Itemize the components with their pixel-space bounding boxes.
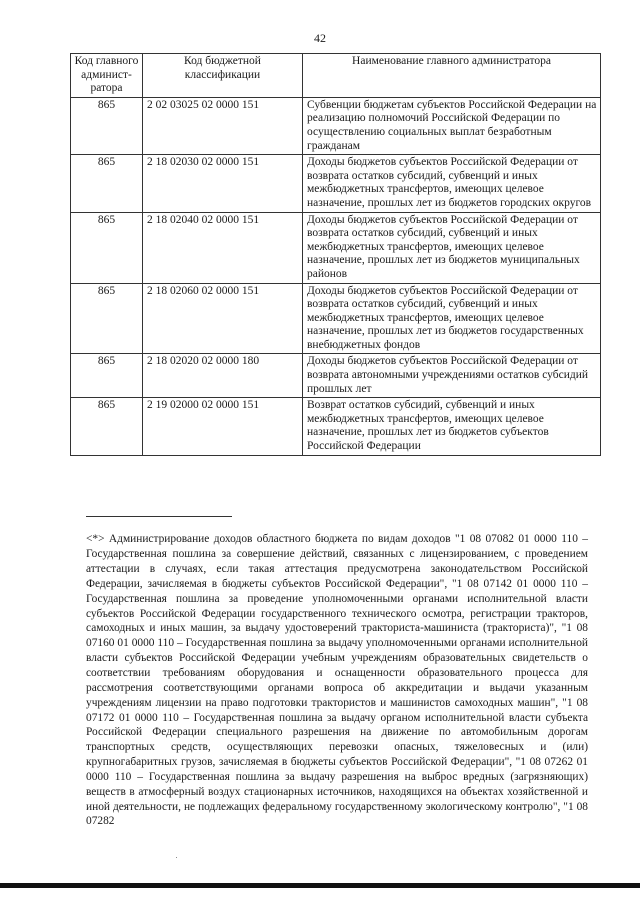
table-row <box>71 97 601 154</box>
page-bottom-bar <box>0 883 640 888</box>
budget-codes-table <box>70 53 601 456</box>
header-admin-name: Наименование главного администратора <box>303 54 601 98</box>
header-admin-code: Код главного админист-ратора <box>71 54 143 98</box>
admin-code-cell: 865 <box>71 97 143 154</box>
admin-code-cell: 865 <box>71 354 143 398</box>
admin-name-cell: Доходы бюджетов субъектов Российской Федерации от возврата остатков субсидий, субвенций и иных межбюджетных трансфертов, имеющих целевое назначение, прошлых лет из бюджетов муниципальных районов <box>303 212 601 283</box>
header-budget-code: Код бюджетной классификации <box>143 54 303 98</box>
scan-speck <box>176 857 177 858</box>
admin-name-cell: Возврат остатков субсидий, субвенций и иных межбюджетных трансфертов, имеющих целевое назначение, прошлых лет из бюджетов субъектов Российской Федерации <box>303 398 601 455</box>
admin-name-cell: Доходы бюджетов субъектов Российской Федерации от возврата автономными учреждениями остатков субсидий прошлых лет <box>303 354 601 398</box>
page-number: 42 <box>314 31 326 45</box>
table-row <box>71 398 601 455</box>
admin-name-cell: Доходы бюджетов субъектов Российской Федерации от возврата остатков субсидий, субвенций и иных межбюджетных трансфертов, имеющих целевое назначение, прошлых лет из бюджетов городских округов <box>303 155 601 212</box>
budget-code-cell: 2 18 02060 02 0000 151 <box>143 283 303 354</box>
table-header-row <box>71 54 601 98</box>
table-row <box>71 283 601 354</box>
table-row <box>71 155 601 212</box>
admin-name-cell: Субвенции бюджетам субъектов Российской Федерации на реализацию полномочий Российской Федерации по осуществлению социальных выплат безработным гражданам <box>303 97 601 154</box>
admin-code-cell: 865 <box>71 283 143 354</box>
admin-code-cell: 865 <box>71 398 143 455</box>
budget-code-cell: 2 02 03025 02 0000 151 <box>143 97 303 154</box>
footnote-text: <*> Администрирование доходов областного бюджета по видам доходов "1 08 07082 01 0000 110 – Государственная пошлина за совершение действий, связанных с лицензированием, с проведением аттестации в случаях, если такая аттестация предусмотрена законодательством Российской Федерации, зачисляемая в бюджеты субъектов Российской Федерации", "1 08 07142 01 0000 110 – Государственная пошлина за проведение уполномоченными органами исполнительной власти субъектов Российской Федерации государственного технического осмотра, регистрации тракторов, самоходных и иных машин, за выдачу удостоверений тракториста-машиниста (тракториста)", "1 08 07160 01 0000 110 – Государственная пошлина за выдачу уполномоченными органами исполнительной власти субъектов Российской Федерации учебным учреждениям образовательных свидетельств о соответствии требованиям оборудования и оснащенности образовательного процесса для рассмотрения соответствующими органами вопроса об аккредитации и выдачи указанным учреждениям лицензии на право подготовки трактористов и машинистов самоходных машин", "1 08 07172 01 0000 110 – Государственная пошлина за выдачу органом исполнительной власти субъекта Российской Федерации специального разрешения на движение по автомобильным дорогам транспортных средств, осуществляющих перевозки опасных, тяжеловесных и (или) крупногабаритных грузов, зачисляемая в бюджеты субъектов Российской Федерации", "1 08 07262 01 0000 110 – Государственная пошлина за выдачу разрешения на выброс вредных (загрязняющих) веществ в атмосферный воздух стационарных источников, находящихся на объектах хозяйственной и иной деятельности, не подлежащих федеральному государственному экологическому контролю", "1 08 07282 <box>86 533 588 828</box>
budget-code-cell: 2 19 02000 02 0000 151 <box>143 398 303 455</box>
table-row <box>71 354 601 398</box>
table-row <box>71 212 601 283</box>
budget-code-cell: 2 18 02040 02 0000 151 <box>143 212 303 283</box>
budget-code-cell: 2 18 02020 02 0000 180 <box>143 354 303 398</box>
admin-name-cell: Доходы бюджетов субъектов Российской Федерации от возврата остатков субсидий, субвенций и иных межбюджетных трансфертов, имеющих целевое назначение, прошлых лет из бюджетов государственных внебюджетных фондов <box>303 283 601 354</box>
footnote-divider <box>86 516 232 517</box>
admin-code-cell: 865 <box>71 155 143 212</box>
admin-code-cell: 865 <box>71 212 143 283</box>
budget-code-cell: 2 18 02030 02 0000 151 <box>143 155 303 212</box>
